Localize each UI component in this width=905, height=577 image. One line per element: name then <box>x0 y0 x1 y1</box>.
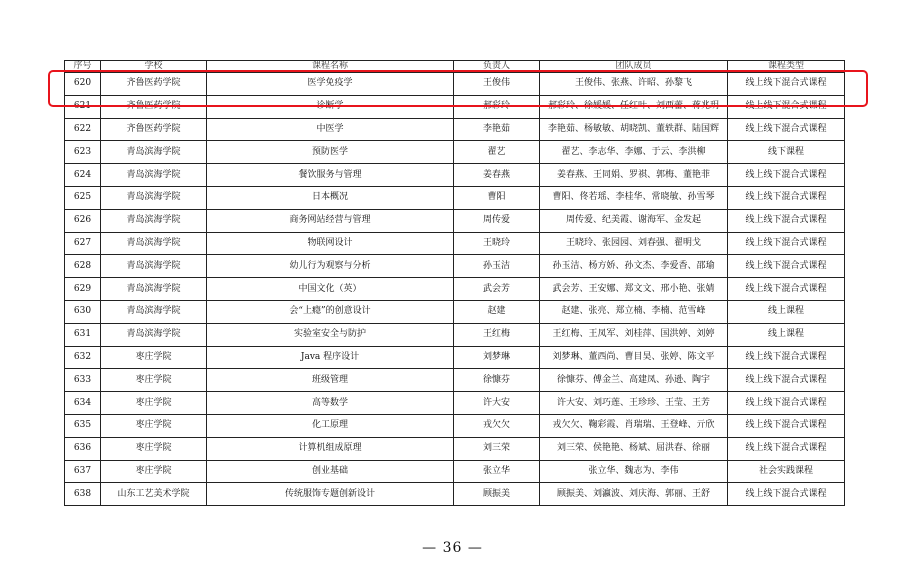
cell-index: 629 <box>65 278 101 301</box>
cell-leader: 孙玉洁 <box>454 255 540 278</box>
table-row <box>65 164 845 187</box>
cell-team-members: 戎欠欠、鞠彩霞、肖瑞瑞、王登峰、亓欣 <box>540 414 728 437</box>
col-header-course-name: 课程名称 <box>207 61 454 73</box>
cell-course-type: 线上线下混合式课程 <box>728 414 845 437</box>
cell-course-name: 会“上瘾”的创意设计 <box>207 300 454 323</box>
cell-leader: 郝彩玲 <box>454 95 540 118</box>
table-row <box>65 73 845 96</box>
cell-course-name: 班级管理 <box>207 369 454 392</box>
cell-team-members: 姜春燕、王同娟、罗祺、郭梅、董艳菲 <box>540 164 728 187</box>
table-row <box>65 346 845 369</box>
cell-school: 枣庄学院 <box>101 460 207 483</box>
cell-school: 青岛滨海学院 <box>101 164 207 187</box>
cell-index: 632 <box>65 346 101 369</box>
cell-course-name: 实验室安全与防护 <box>207 323 454 346</box>
cell-course-name: 诊断学 <box>207 95 454 118</box>
cell-course-name: 日本概况 <box>207 186 454 209</box>
cell-course-name: 商务网站经营与管理 <box>207 209 454 232</box>
cell-leader: 顾振美 <box>454 483 540 506</box>
cell-index: 624 <box>65 164 101 187</box>
cell-leader: 徐慷芬 <box>454 369 540 392</box>
cell-course-name: 医学免疫学 <box>207 73 454 96</box>
cell-index: 631 <box>65 323 101 346</box>
cell-school: 齐鲁医药学院 <box>101 118 207 141</box>
cell-course-type: 线上课程 <box>728 300 845 323</box>
cell-index: 623 <box>65 141 101 164</box>
table-row <box>65 369 845 392</box>
cell-team-members: 王俊伟、张燕、许昭、孙黎飞 <box>540 73 728 96</box>
cell-course-type: 线上线下混合式课程 <box>728 118 845 141</box>
cell-index: 637 <box>65 460 101 483</box>
cell-leader: 王红梅 <box>454 323 540 346</box>
cell-team-members: 顾振美、刘瀛波、刘庆海、郭丽、王舒 <box>540 483 728 506</box>
cell-leader: 刘三荣 <box>454 437 540 460</box>
cell-index: 628 <box>65 255 101 278</box>
cell-leader: 翟艺 <box>454 141 540 164</box>
col-header-team-members: 团队成员 <box>540 61 728 73</box>
cell-school: 枣庄学院 <box>101 346 207 369</box>
page-number: — 36 — <box>422 540 483 556</box>
cell-team-members: 孙玉洁、杨方娇、孙文杰、李爱香、邵瑜 <box>540 255 728 278</box>
col-header-index: 序号 <box>65 61 101 73</box>
cell-leader: 王晓玲 <box>454 232 540 255</box>
cell-index: 630 <box>65 300 101 323</box>
cell-school: 枣庄学院 <box>101 369 207 392</box>
cell-course-type: 线上线下混合式课程 <box>728 73 845 96</box>
cell-leader: 李艳茹 <box>454 118 540 141</box>
cell-school: 山东工艺美术学院 <box>101 483 207 506</box>
cell-leader: 张立华 <box>454 460 540 483</box>
cell-school: 青岛滨海学院 <box>101 255 207 278</box>
cell-index: 621 <box>65 95 101 118</box>
cell-course-name: 创业基础 <box>207 460 454 483</box>
cell-team-members: 许大安、刘巧莲、王珍珍、王莹、王芳 <box>540 392 728 415</box>
cell-course-type: 线上线下混合式课程 <box>728 392 845 415</box>
cell-team-members: 曹阳、佟若瑶、李桂华、常晓敏、孙雪琴 <box>540 186 728 209</box>
cell-team-members: 王红梅、王凤军、刘桂萍、国洪婷、刘婷 <box>540 323 728 346</box>
cell-course-type: 线上课程 <box>728 323 845 346</box>
table-row <box>65 437 845 460</box>
cell-leader: 武会芳 <box>454 278 540 301</box>
cell-team-members: 郝彩玲、徐媛媛、任红叶、刘西蕾、蒋兆玥 <box>540 95 728 118</box>
cell-course-name: 中医学 <box>207 118 454 141</box>
col-header-leader: 负责人 <box>454 61 540 73</box>
cell-school: 青岛滨海学院 <box>101 300 207 323</box>
cell-school: 齐鲁医药学院 <box>101 95 207 118</box>
cell-index: 626 <box>65 209 101 232</box>
table-row <box>65 95 845 118</box>
cell-school: 青岛滨海学院 <box>101 278 207 301</box>
cell-leader: 姜春燕 <box>454 164 540 187</box>
cell-school: 枣庄学院 <box>101 437 207 460</box>
table-row <box>65 232 845 255</box>
cell-course-type: 线上线下混合式课程 <box>728 437 845 460</box>
table-row <box>65 209 845 232</box>
cell-leader: 曹阳 <box>454 186 540 209</box>
cell-index: 622 <box>65 118 101 141</box>
cell-index: 634 <box>65 392 101 415</box>
cell-course-type: 线上线下混合式课程 <box>728 186 845 209</box>
cell-team-members: 王晓玲、张园园、刘春强、翟明戈 <box>540 232 728 255</box>
table-row <box>65 483 845 506</box>
table-header-row <box>65 61 845 73</box>
cell-index: 635 <box>65 414 101 437</box>
cell-course-type: 线下课程 <box>728 141 845 164</box>
cell-team-members: 周传爱、纪美霞、谢海军、金发起 <box>540 209 728 232</box>
cell-index: 625 <box>65 186 101 209</box>
table-body <box>65 73 845 506</box>
cell-index: 633 <box>65 369 101 392</box>
cell-leader: 王俊伟 <box>454 73 540 96</box>
cell-leader: 许大安 <box>454 392 540 415</box>
cell-course-name: 幼儿行为观察与分析 <box>207 255 454 278</box>
cell-school: 青岛滨海学院 <box>101 209 207 232</box>
cell-index: 638 <box>65 483 101 506</box>
table-row <box>65 141 845 164</box>
cell-course-type: 线上线下混合式课程 <box>728 232 845 255</box>
cell-index: 627 <box>65 232 101 255</box>
cell-course-type: 线上线下混合式课程 <box>728 346 845 369</box>
table-row <box>65 460 845 483</box>
cell-course-name: 计算机组成原理 <box>207 437 454 460</box>
cell-course-type: 线上线下混合式课程 <box>728 164 845 187</box>
cell-school: 青岛滨海学院 <box>101 141 207 164</box>
table-row <box>65 300 845 323</box>
cell-course-name: 化工原理 <box>207 414 454 437</box>
cell-course-type: 线上线下混合式课程 <box>728 209 845 232</box>
cell-team-members: 赵建、张亮、郑立楠、李楠、范雪峰 <box>540 300 728 323</box>
cell-school: 枣庄学院 <box>101 414 207 437</box>
cell-course-name: Java 程序设计 <box>207 346 454 369</box>
cell-course-type: 线上线下混合式课程 <box>728 483 845 506</box>
cell-leader: 周传爱 <box>454 209 540 232</box>
cell-course-name: 餐饮服务与管理 <box>207 164 454 187</box>
cell-team-members: 李艳茹、杨敏敏、胡晓凯、董轶群、陆国辉 <box>540 118 728 141</box>
cell-leader: 戎欠欠 <box>454 414 540 437</box>
cell-team-members: 武会芳、王安娜、郑文文、邢小艳、张婧 <box>540 278 728 301</box>
table-row <box>65 255 845 278</box>
cell-school: 青岛滨海学院 <box>101 186 207 209</box>
col-header-course-type: 课程类型 <box>728 61 845 73</box>
cell-course-type: 线上线下混合式课程 <box>728 255 845 278</box>
table-row <box>65 414 845 437</box>
table-row <box>65 118 845 141</box>
cell-course-type: 线上线下混合式课程 <box>728 369 845 392</box>
cell-course-name: 中国文化（英） <box>207 278 454 301</box>
cell-index: 636 <box>65 437 101 460</box>
cell-leader: 赵建 <box>454 300 540 323</box>
cell-school: 青岛滨海学院 <box>101 232 207 255</box>
cell-course-name: 物联网设计 <box>207 232 454 255</box>
table-row <box>65 186 845 209</box>
cell-course-name: 传统服饰专题创新设计 <box>207 483 454 506</box>
cell-course-name: 高等数学 <box>207 392 454 415</box>
cell-school: 齐鲁医药学院 <box>101 73 207 96</box>
col-header-school: 学校 <box>101 61 207 73</box>
cell-team-members: 翟艺、李志华、李娜、于云、李洪柳 <box>540 141 728 164</box>
cell-course-type: 线上线下混合式课程 <box>728 95 845 118</box>
table-row <box>65 278 845 301</box>
cell-school: 青岛滨海学院 <box>101 323 207 346</box>
course-table <box>64 60 845 506</box>
table-row <box>65 323 845 346</box>
cell-team-members: 张立华、魏志为、李伟 <box>540 460 728 483</box>
cell-course-name: 预防医学 <box>207 141 454 164</box>
cell-course-type: 线上线下混合式课程 <box>728 278 845 301</box>
cell-leader: 刘梦琳 <box>454 346 540 369</box>
cell-team-members: 徐慷芬、傅金兰、高建凤、孙逊、陶宇 <box>540 369 728 392</box>
cell-team-members: 刘三荣、侯艳艳、杨斌、屈洪春、徐丽 <box>540 437 728 460</box>
cell-team-members: 刘梦琳、董西尚、曹目昊、张婷、陈文平 <box>540 346 728 369</box>
cell-course-type: 社会实践课程 <box>728 460 845 483</box>
cell-school: 枣庄学院 <box>101 392 207 415</box>
table-row <box>65 392 845 415</box>
cell-index: 620 <box>65 73 101 96</box>
